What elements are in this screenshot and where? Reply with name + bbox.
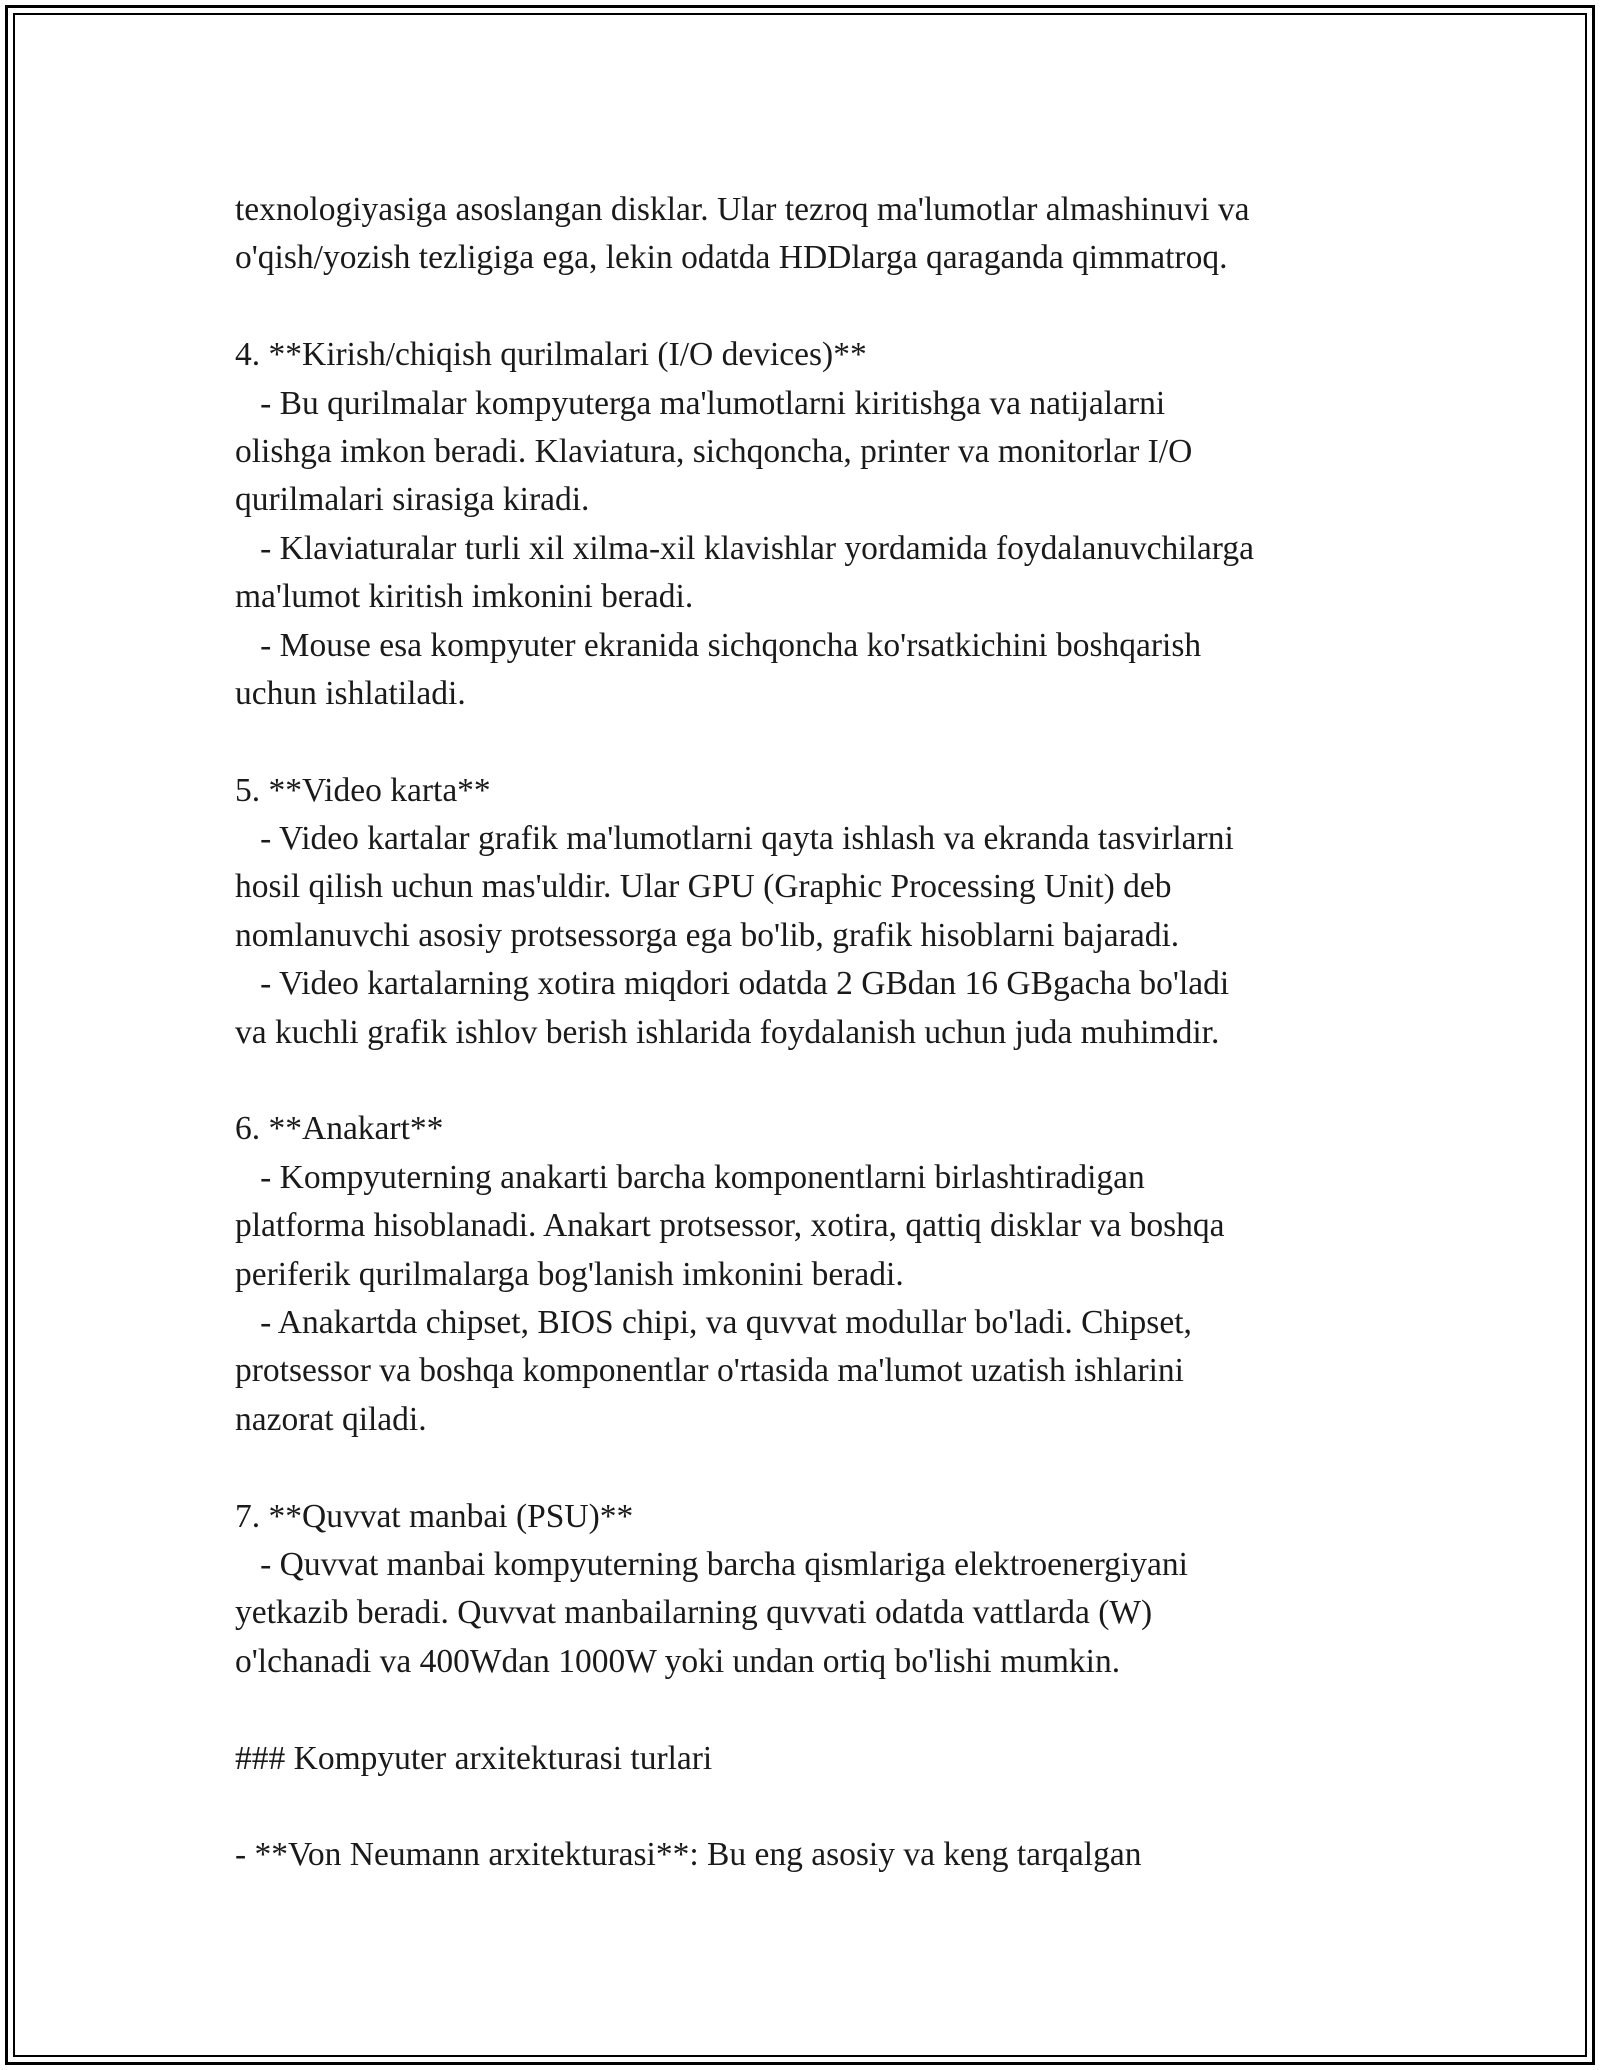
text-line: - Anakartda chipset, BIOS chipi, va quvvat modullar bo'ladi. Chipset, [235,1303,1192,1341]
text-line: texnologiyasiga asoslangan disklar. Ular tezroq ma'lumotlar almashinuvi va [235,191,1250,228]
text-line: periferik qurilmalarga bog'lanish imkonini beradi. [235,1255,904,1293]
text-line: uchun ishlatiladi. [235,674,466,712]
blank-line [235,1686,1415,1734]
text-line: o'lchanadi va 400Wdan 1000W yoki undan ortiq bo'lishi mumkin. [235,1642,1121,1680]
text-line: yetkazib beradi. Quvvat manbailarning quvvati odatda vattlarda (W) [235,1594,1153,1632]
blank-line [235,283,1415,331]
text-line: platforma hisoblanadi. Anakart protsessor, xotira, qattiq disklar va boshqa [235,1207,1225,1245]
section-heading-io-devices: 4. **Kirish/chiqish qurilmalari (I/O devices)** [235,336,867,374]
section-heading-video-card: 5. **Video karta** [235,771,491,809]
text-line: - Quvvat manbai kompyuterning barcha qismlariga elektroenergiyani [235,1545,1188,1583]
text-line: - Klaviaturalar turli xil xilma-xil klavishlar yordamida foydalanuvchilarga [235,529,1254,567]
text-line: ma'lumot kiritish imkonini beradi. [235,578,694,616]
text-line: - Bu qurilmalar kompyuterga ma'lumotlarni kiritishga va natijalarni [235,384,1166,422]
text-line: - Video kartalarning xotira miqdori odatda 2 GBdan 16 GBgacha bo'ladi [235,965,1230,1003]
blank-line [235,1057,1415,1105]
text-line: qurilmalari sirasiga kiradi. [235,481,590,519]
blank-line [235,718,1415,766]
text-line: olishga imkon beradi. Klaviatura, sichqoncha, printer va monitorlar I/O [235,432,1193,470]
text-line: - Video kartalar grafik ma'lumotlarni qayta ishlash va ekranda tasvirlarni [235,820,1234,858]
text-line: - **Von Neumann arxitekturasi**: Bu eng asosiy va keng tarqalgan [235,1836,1142,1874]
section-heading-motherboard: 6. **Anakart** [235,1110,444,1148]
text-line: nomlanuvchi asosiy protsessorga ega bo'lib, grafik hisoblarni bajaradi. [235,916,1180,954]
document-body [235,186,1415,1880]
text-line: protsessor va boshqa komponentlar o'rtasida ma'lumot uzatish ishlarini [235,1352,1184,1390]
text-line: o'qish/yozish tezligiga ega, lekin odatda HDDlarga qaraganda qimmatroq. [235,239,1228,277]
subheading-architecture-types: ### Kompyuter arxitekturasi turlari [235,1739,713,1777]
text-line: - Mouse esa kompyuter ekranida sichqoncha ko'rsatkichini boshqarish [235,626,1202,664]
text-line: va kuchli grafik ishlov berish ishlarida foydalanish uchun juda muhimdir. [235,1013,1220,1051]
blank-line [235,1444,1415,1492]
text-line: hosil qilish uchun mas'uldir. Ular GPU (Graphic Processing Unit) deb [235,868,1172,906]
text-line: nazorat qiladi. [235,1400,427,1438]
text-line: - Kompyuterning anakarti barcha komponentlarni birlashtiradigan [235,1158,1145,1196]
section-heading-power-supply: 7. **Quvvat manbai (PSU)** [235,1497,634,1535]
blank-line [235,1783,1415,1831]
